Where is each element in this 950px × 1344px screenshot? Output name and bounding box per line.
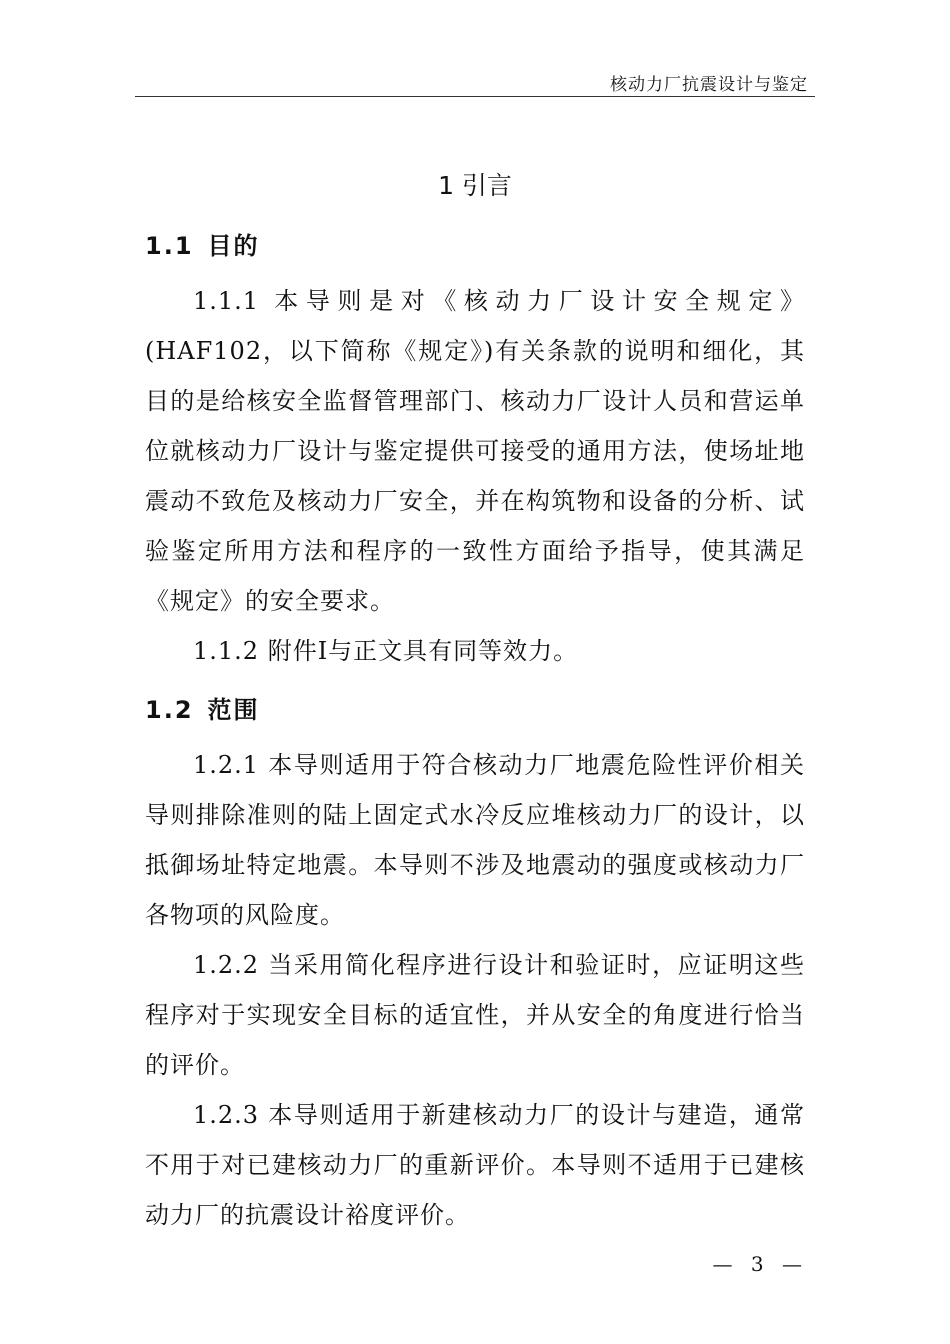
header-rule [135, 96, 815, 97]
section-title: 目的 [207, 232, 260, 260]
running-header: 核动力厂抗震设计与鉴定 [610, 75, 808, 95]
clause-1-1-1: 1.1.1 本导则是对《核动力厂设计安全规定》(HAF102，以下简称《规定》)有关条款的说明和细化，其目的是给核安全监督管理部门、核动力厂设计人员和营运单位就核动力厂设计与鉴定提供可接受的通用方法，使场址地震动不致危及核动力厂安全，并在构筑物和设备的分析、试验鉴定所用方法和程序的一致性方面给予指导，使其满足《规定》的安全要求。 [145, 287, 805, 615]
section-purpose [145, 222, 805, 676]
section-title: 范围 [207, 696, 260, 724]
section-heading [145, 222, 805, 270]
section-number: 1.2 [145, 696, 194, 724]
clause-1-2-1: 1.2.1 本导则适用于符合核动力厂地震危险性评价相关导则排除准则的陆上固定式水冷反应堆核动力厂的设计，以抵御场址特定地震。本导则不涉及地震动的强度或核动力厂各物项的风险度。 [145, 751, 805, 929]
page-number: — 3 — [712, 1252, 808, 1276]
section-number: 1.1 [145, 232, 194, 260]
clause-1-1-2: 1.1.2 附件Ⅰ与正文具有同等效力。 [193, 637, 579, 665]
clause-1-2-3: 1.2.3 本导则适用于新建核动力厂的设计与建造，通常不用于对已建核动力厂的重新评价。本导则不适用于已建核动力厂的抗震设计裕度评价。 [145, 1101, 805, 1229]
clause-1-2-2: 1.2.2 当采用简化程序进行设计和验证时，应证明这些程序对于实现安全目标的适宜性，并从安全的角度进行恰当的评价。 [145, 951, 805, 1079]
section-scope [145, 686, 805, 1240]
chapter-title: 1 引言 [438, 171, 512, 200]
page-body [145, 160, 805, 1240]
section-heading [145, 686, 805, 734]
